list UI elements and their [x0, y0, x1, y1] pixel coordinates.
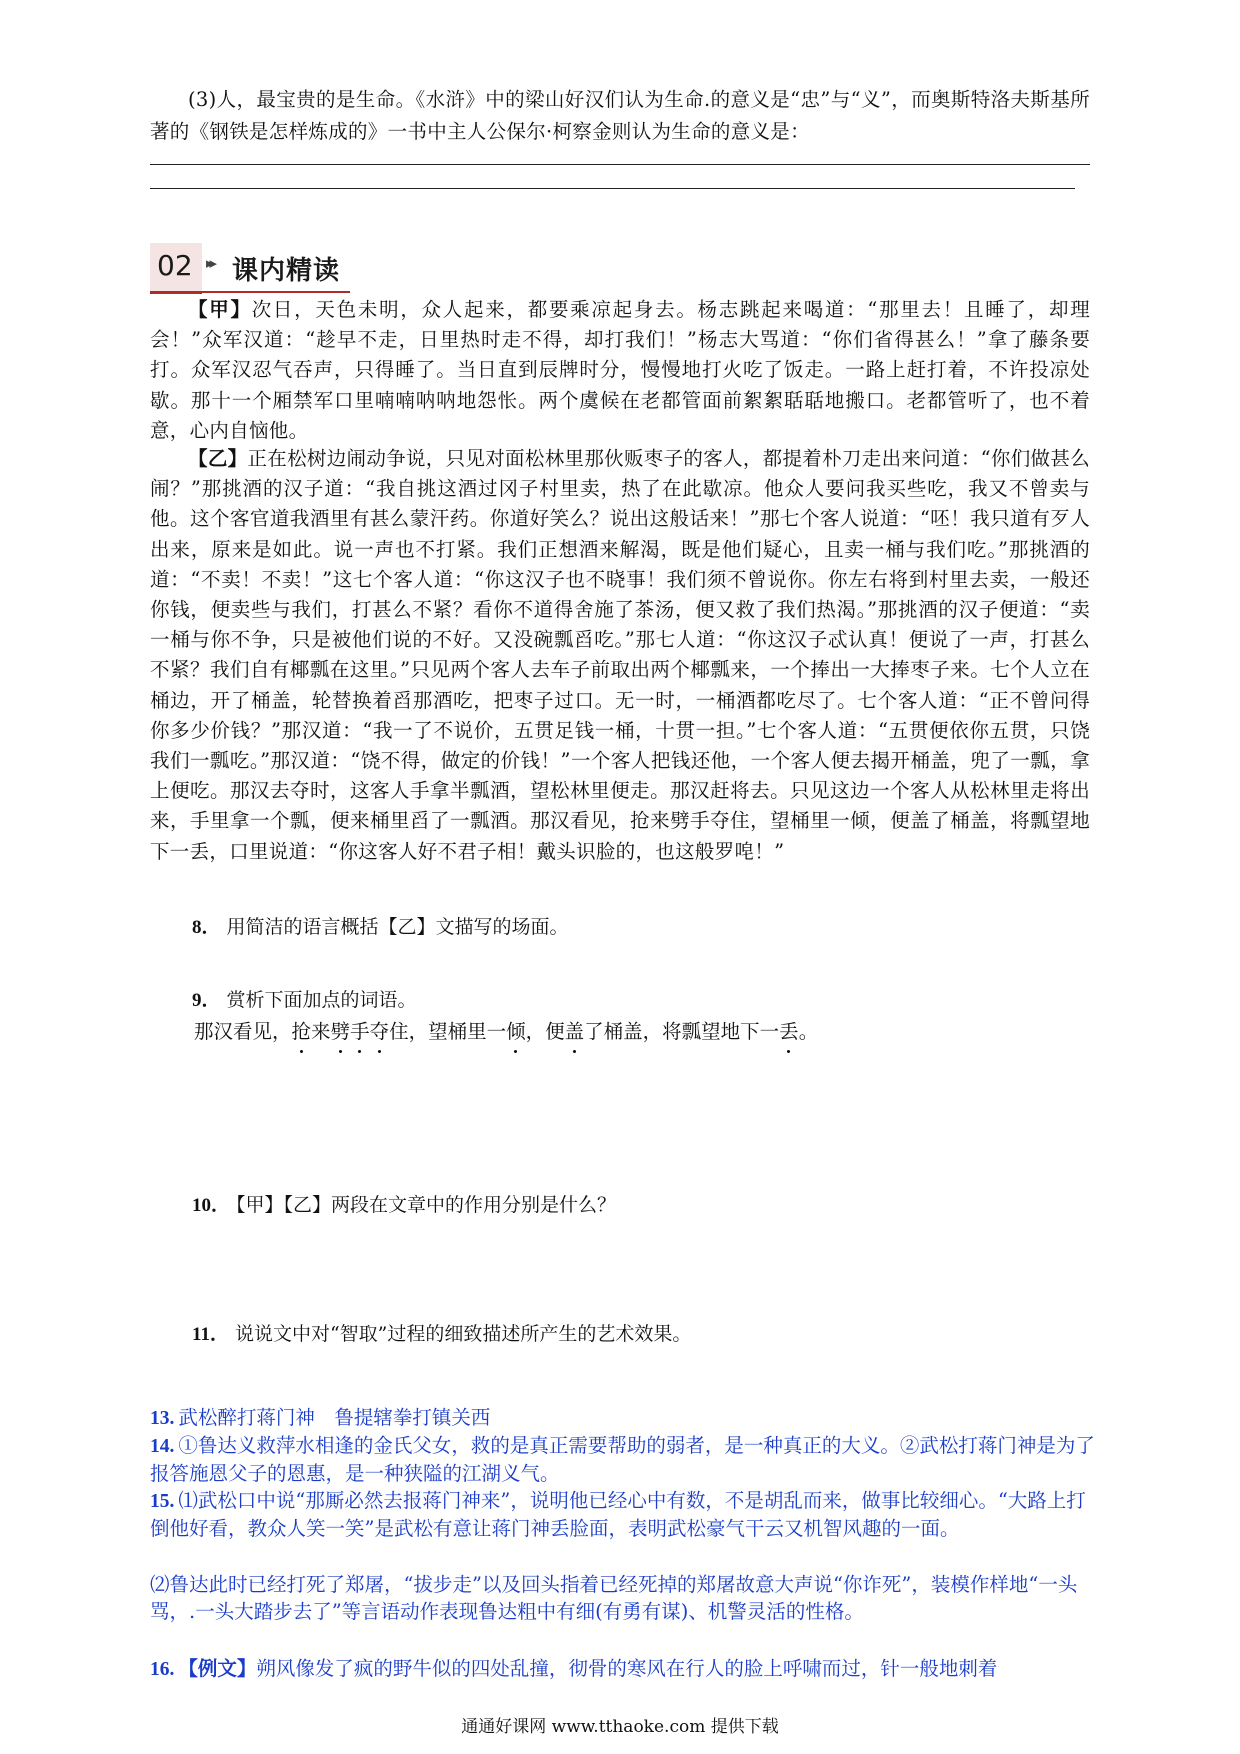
- answer-13-number: 13.: [150, 1408, 175, 1429]
- dotted-word: 盖: [565, 1017, 585, 1047]
- answer-15: [150, 1487, 1100, 1542]
- answer-line-2: [150, 188, 1075, 189]
- question-8: [192, 912, 569, 943]
- answer-line-1: [150, 164, 1090, 165]
- question-10: [192, 1190, 616, 1221]
- dotted-word: 手: [350, 1017, 370, 1047]
- footer: [0, 1712, 1240, 1737]
- sentence-part: ，便: [525, 1020, 565, 1043]
- passage-jia: [150, 295, 1090, 446]
- dotted-word: 倾: [506, 1017, 526, 1047]
- answer-14-text: ①鲁达义救萍水相逢的金氏父女，救的是真正需要帮助的弱者，是一种真正的大义。②武松打蒋门神是为了报答施恩父子的恩惠，是一种狭隘的江湖义气。: [150, 1434, 1095, 1485]
- answer-16-number: 16.: [150, 1659, 175, 1680]
- question-9-text: 赏析下面加点的词语。: [226, 989, 417, 1011]
- question-8-text: 用简洁的语言概括【乙】文描写的场面。: [226, 916, 569, 938]
- answer-14-number: 14.: [150, 1436, 175, 1457]
- section-number: 02: [157, 249, 193, 282]
- question-11: [192, 1319, 691, 1350]
- question-9-sentence: [194, 1017, 818, 1047]
- question-10-text: 【甲】【乙】两段在文章中的作用分别是什么？: [236, 1194, 617, 1216]
- footer-text: 通通好课网 www.tthaoke.com 提供下载: [461, 1717, 779, 1737]
- sentence-part: 。: [798, 1020, 819, 1043]
- passage-yi-text: 正在松树边闹动争说，只见对面松林里那伙贩枣子的客人，都提着朴刀走出来问道：“你们做甚么闹？”那挑酒的汉子道：“我自挑这酒过冈子村里卖，热了在此歇凉。他众人要问我买些吃，我又不曾卖与他。这个客官道我酒里有甚么蒙汗药。你道好笑么？说出这般话来！”那七个客人说道：“呸！我只道有歹人出来，原来是如此。说一声也不打紧。我们正想酒来解渴，既是他们疑心，且卖一桶与我们吃。”那挑酒的道：“不卖！不卖！”这七个客人道：“你这汉子也不晓事！我们须不曾说你。你左右将到村里去卖，一般还你钱，便卖些与我们，打甚么不紧？看你不道得舍施了茶汤，便又救了我们热渴。”那挑酒的汉子便道：“卖一桶与你不争，只是被他们说的不好。又没碗瓢舀吃。”那七人道：“你这汉子忒认真！便说了一声，打甚么不紧？我们自有椰瓢在这里。”只见两个客人去车子前取出两个椰瓢来，一个捧出一大捧枣子来。七个人立在桶边，开了桶盖，轮替换着舀那酒吃，把枣子过口。无一时，一桶酒都吃尽了。七个客人道：“正不曾问得你多少价钱？”那汉道：“我一了不说价，五贯足钱一桶，十贯一担。”七个客人道：“五贯便依你五贯，只饶我们一瓢吃。”那汉道：“饶不得，做定的价钱！”一个客人把钱还他，一个客人便去揭开桶盖，兜了一瓢，拿上便吃。那汉去夺时，这客人手拿半瓢酒，望松林里便走。那汉赶将去。只见这边一个客人从松林里走将出来，手里拿一个瓢，便来桶里舀了一瓢酒。那汉看见，抢来劈手夺住，望桶里一倾，便盖了桶盖，将瓢望地下一丢，口里说道：“你这客人好不君子相！戴头识脸的，也这般罗唣！”: [150, 447, 1090, 863]
- passage-yi: [150, 444, 1090, 867]
- dotted-word: 丢: [779, 1017, 799, 1047]
- section-title: 课内精读: [232, 256, 341, 286]
- dotted-word: 抢: [292, 1017, 312, 1047]
- answer-14: [150, 1432, 1100, 1487]
- answer-16-label: 【例文】: [178, 1657, 257, 1680]
- dotted-word: 夺: [370, 1017, 390, 1047]
- sentence-part: 了桶盖，将瓢望地下一: [584, 1020, 780, 1043]
- question-11-number: 11．: [192, 1324, 229, 1345]
- sentence-part: 那汉看见，: [194, 1020, 292, 1043]
- section-arrows-icon: ▸▸: [206, 254, 214, 272]
- question-8-number: 8．: [192, 917, 221, 938]
- passage-jia-text: 次日，天色未明，众人起来，都要乘凉起身去。杨志跳起来喝道：“那里去！且睡了，却理会！”众军汉道：“趁早不走，日里热时走不得，却打我们！”杨志大骂道：“你们省得甚么！”拿了藤条要打。众军汉忍气吞声，只得睡了。当日直到辰牌时分，慢慢地打火吃了饭走。一路上赶打着，不许投凉处歇。那十一个厢禁军口里喃喃呐呐地怨怅。两个虞候在老都管面前絮絮聒聒地搬口。老都管听了，也不着意，心内自恼他。: [150, 298, 1090, 442]
- answer-16-text: 朔风像发了疯的野牛似的四处乱撞，彻骨的寒风在行人的脸上呼啸而过，针一般地刺着: [256, 1657, 998, 1680]
- answer-15-text-1: ⑴武松口中说“那厮必然去报蒋门神来”，说明他已经心中有数，不是胡乱而来，做事比较细心。“大路上打倒他好看，教众人笑一笑”是武松有意让蒋门神丢脸面，表明武松豪气干云又机智风趣的一面。: [150, 1489, 1086, 1540]
- question-9: [192, 985, 417, 1016]
- answer-13: [150, 1404, 1100, 1432]
- intro-q3: (3)人，最宝贵的是生命。《水浒》中的梁山好汉们认为生命.的意义是“忠”与“义”，而奥斯特洛夫斯基所著的《钢铁是怎样炼成的》一书中主人公保尔·柯察金则认为生命的意义是：: [150, 88, 1090, 143]
- answer-15-number: 15.: [150, 1491, 175, 1512]
- answer-15-part-2: [150, 1571, 1100, 1625]
- answer-16: [150, 1655, 1100, 1683]
- passage-yi-label: 【乙】: [188, 447, 248, 470]
- answer-15-text-2: ⑵鲁达此时已经打死了郑屠，“拔步走”以及回头指着已经死掉的郑屠故意大声说“你诈死”，装模作样地“一头骂，.一头大踏步去了”等言语动作表现鲁达粗中有细(有勇有谋)、机警灵活的性格。: [150, 1573, 1078, 1623]
- section-header: [150, 243, 350, 293]
- sentence-part: 住，望桶里一: [389, 1020, 507, 1043]
- answer-13-text: 武松醉打蒋门神 鲁提辖拳打镇关西: [178, 1406, 491, 1429]
- dotted-word: 劈: [331, 1017, 351, 1047]
- passage-jia-label: 【甲】: [188, 298, 252, 321]
- question-10-number: 10．: [192, 1195, 231, 1216]
- question-9-number: 9．: [192, 990, 221, 1011]
- question-11-text: 说说文中对“智取”过程的细致描述所产生的艺术效果。: [234, 1323, 692, 1345]
- sentence-part: 来: [311, 1020, 331, 1043]
- section-underline: [150, 291, 350, 293]
- section-number-box: [150, 243, 202, 294]
